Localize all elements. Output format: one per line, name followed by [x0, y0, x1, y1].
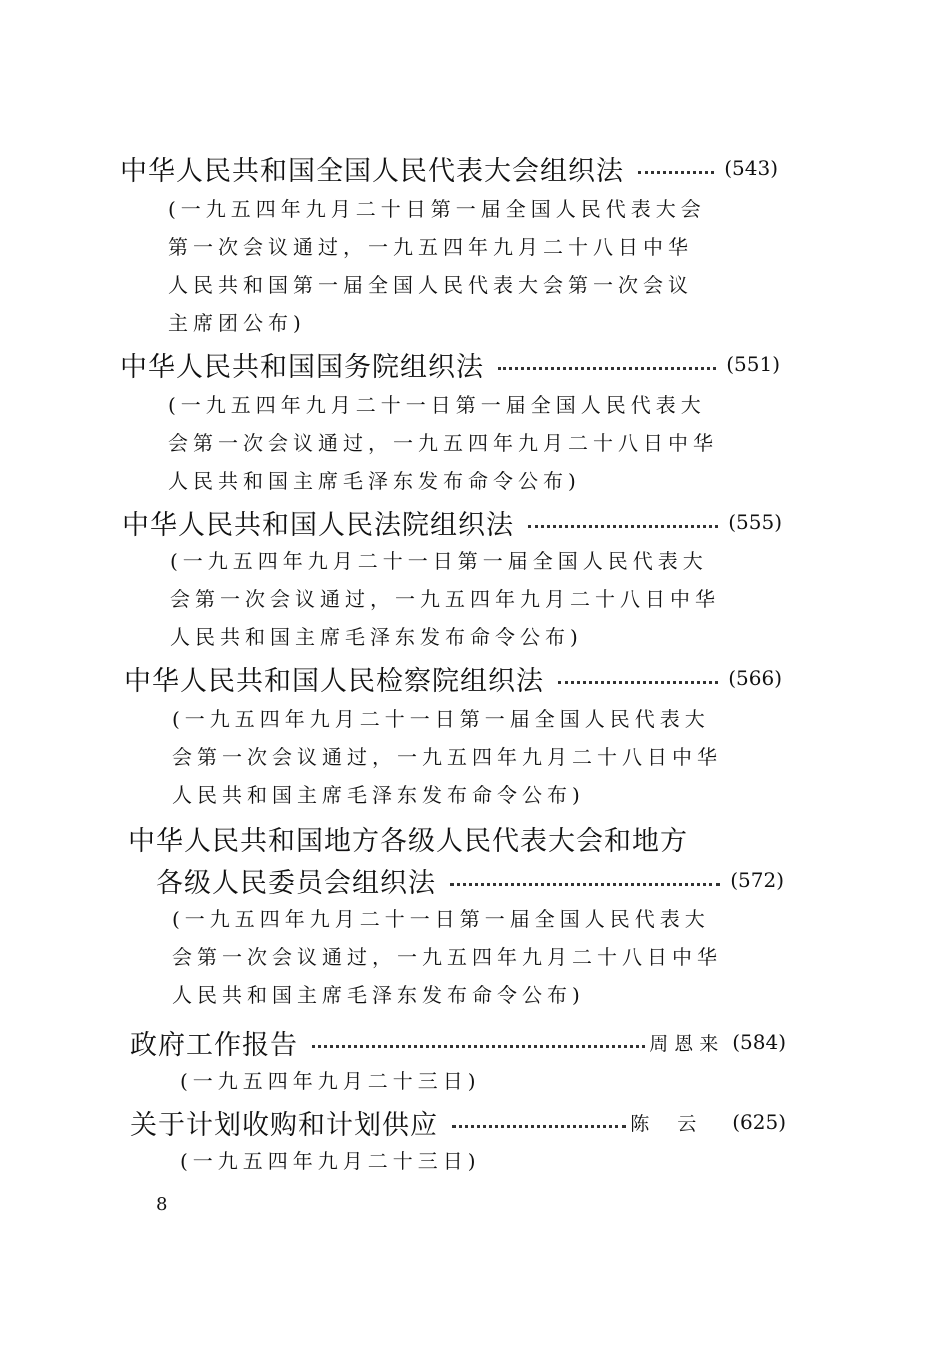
note-line: 会第一次会议通过，一九五四年九月二十八日中华 [172, 945, 722, 969]
toc-page: (566) [728, 666, 782, 690]
note-line: 人民共和国主席毛泽东发布命令公布) [172, 783, 585, 807]
toc-title-continued: 各级人民委员会组织法 [156, 867, 436, 899]
toc-page: (625) [732, 1110, 786, 1134]
note-line: (一九五四年九月二十三日) [180, 1069, 481, 1093]
dot-leader [528, 525, 718, 528]
toc-page: (555) [728, 510, 782, 534]
note-line: 人民共和国第一届全国人民代表大会第一次会议 [168, 273, 693, 297]
note-line: (一九五四年九月二十一日第一届全国人民代表大 [172, 707, 710, 731]
dot-leader [450, 883, 720, 886]
toc-note [172, 900, 722, 1014]
toc-title-line[interactable] [130, 1022, 786, 1062]
toc-author: 周恩来 [649, 1032, 725, 1055]
dot-leader [638, 171, 714, 174]
toc-title-line[interactable] [130, 1102, 786, 1142]
dot-leader [312, 1045, 645, 1048]
note-line: 会第一次会议通过，一九五四年九月二十八日中华 [168, 431, 718, 455]
note-line: 人民共和国主席毛泽东发布命令公布) [172, 983, 585, 1007]
toc-note [172, 700, 722, 814]
toc-note [170, 542, 720, 656]
note-line: (一九五四年九月二十日第一届全国人民代表大会 [168, 197, 706, 221]
toc-title-line[interactable] [128, 818, 688, 858]
toc-title: 关于计划收购和计划供应 [130, 1109, 438, 1141]
note-line: 会第一次会议通过，一九五四年九月二十八日中华 [172, 745, 722, 769]
note-line: (一九五四年九月二十一日第一届全国人民代表大 [172, 907, 710, 931]
toc-title: 中华人民共和国国务院组织法 [120, 351, 484, 383]
note-line: (一九五四年九月二十三日) [180, 1149, 481, 1173]
toc-title: 中华人民共和国人民检察院组织法 [124, 665, 544, 697]
toc-note [180, 1142, 720, 1180]
toc-title-line[interactable] [120, 148, 778, 188]
toc-title-line[interactable] [120, 344, 780, 384]
toc-page: (572) [730, 868, 784, 892]
toc-title-line[interactable] [124, 658, 782, 698]
note-line: (一九五四年九月二十一日第一届全国人民代表大 [168, 393, 706, 417]
dot-leader [452, 1125, 626, 1128]
toc-title-line[interactable] [122, 502, 782, 542]
note-line: 第一次会议通过，一九五四年九月二十八日中华 [168, 235, 693, 259]
toc-title-line-continued[interactable] [156, 860, 784, 900]
toc-title: 中华人民共和国人民法院组织法 [122, 509, 514, 541]
toc-page: (543) [724, 156, 778, 180]
note-line: 会第一次会议通过，一九五四年九月二十八日中华 [170, 587, 720, 611]
toc-page: (551) [726, 352, 780, 376]
toc-title: 政府工作报告 [130, 1029, 298, 1061]
toc-author: 陈云 [630, 1112, 725, 1135]
note-line: 人民共和国主席毛泽东发布命令公布) [168, 469, 581, 493]
note-line: 主席团公布) [168, 311, 306, 335]
toc-title: 中华人民共和国全国人民代表大会组织法 [120, 155, 624, 187]
dot-leader [558, 681, 718, 684]
page-number: 8 [156, 1194, 168, 1215]
toc-note [168, 190, 708, 342]
toc-note [168, 386, 718, 500]
toc-page: (584) [732, 1030, 786, 1054]
note-line: 人民共和国主席毛泽东发布命令公布) [170, 625, 583, 649]
note-line: (一九五四年九月二十一日第一届全国人民代表大 [170, 549, 708, 573]
toc-title: 中华人民共和国地方各级人民代表大会和地方 [128, 825, 688, 857]
toc-note [180, 1062, 720, 1100]
dot-leader [498, 367, 716, 370]
